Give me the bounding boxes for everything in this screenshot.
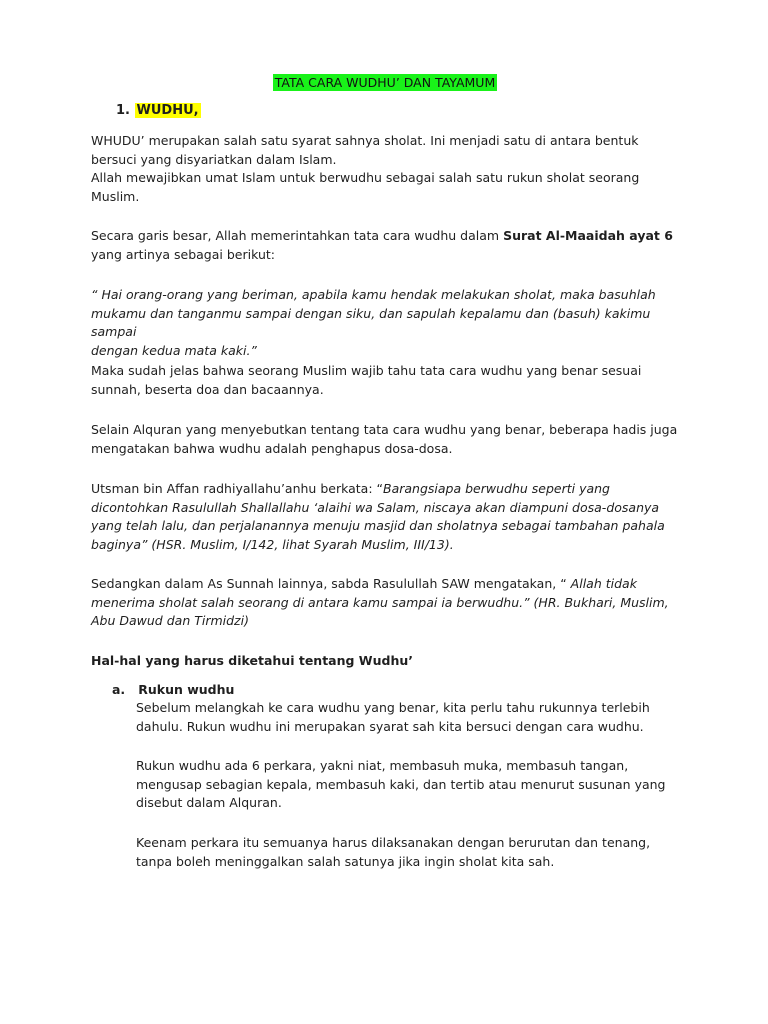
text-line: Rukun wudhu ada 6 perkara, yakni niat, membasuh muka, membasuh tangan, [136,758,629,773]
text-line: dicontohkan Rasulullah Shallallahu ‘alaihi wa Salam, niscaya akan diampuni dosa-dosanya [91,499,660,515]
paragraph-conclusion [91,362,691,399]
text-line: Muslim. [91,188,140,204]
section-label: WUDHU, [136,103,199,118]
text-line: mengatakan bahwa wudhu adalah penghapus dosa-dosa. [91,440,453,456]
paragraph-surat [91,227,691,264]
rukun-paragraph-3 [136,834,696,871]
paragraph-sunnah [91,575,691,631]
document-title: TATA CARA WUDHU’ DAN TAYAMUM [274,75,496,90]
text-line: menerima sholat salah seorang di antara kamu sampai ia berwudhu.” (HR. Bukhari, Muslim, [91,594,669,610]
rukun-paragraph-2 [136,757,696,813]
subsection-heading: Hal-hal yang harus diketahui tentang Wudhu’ [91,653,413,668]
list-marker: a. [112,682,126,697]
text-line: sunnah, beserta doa dan bacaannya. [91,381,324,397]
text-line: Keenam perkara itu semuanya harus dilaksanakan dengan berurutan dan tenang, [136,835,651,850]
quote-ayat [91,286,691,360]
text-line: Abu Dawud dan Tirmidzi) [91,613,249,628]
list-item-label: Rukun wudhu [138,682,235,697]
text-line: dahulu. Rukun wudhu ini merupakan syarat sah kita bersuci dengan cara wudhu. [136,718,644,734]
paragraph-intro [91,132,691,206]
text-run: Sedangkan dalam As Sunnah lainnya, sabda Rasulullah SAW mengatakan, “ [91,576,571,591]
text-line: bersuci yang disyariatkan dalam Islam. [91,151,337,167]
text-line [91,575,691,594]
text-run: Secara garis besar, Allah memerintahkan tata cara wudhu dalam [91,228,504,243]
text-line: mengusap sebagian kepala, membasuh kaki, dan tertib atau menurut susunan yang [136,776,666,792]
text-line: “ Hai orang-orang yang beriman, apabila kamu hendak melakukan sholat, maka basuhlah [91,287,656,302]
text-line: dengan kedua mata kaki.” [91,342,257,358]
paragraph-utsman [91,480,691,554]
text-line [91,480,691,499]
text-run-italic: Barangsiapa berwudhu seperti yang [383,481,610,496]
rukun-paragraph-1 [136,699,696,736]
text-run: Utsman bin Affan radhiyallahu’anhu berkata: “ [91,481,383,496]
text-line: Allah mewajibkan umat Islam untuk berwudhu sebagai salah satu rukun sholat seorang [91,170,640,185]
section-heading-wudhu [116,102,201,120]
text-line: disebut dalam Alquran. [136,795,282,810]
list-item-a-heading [112,681,234,700]
title-wrap [0,74,768,93]
surat-reference: Surat Al-Maaidah ayat 6 [503,228,673,243]
section-number: 1. [116,103,130,118]
text-line: yang artinya sebagai berikut: [91,246,275,262]
text-line: WHUDU’ merupakan salah satu syarat sahnya sholat. Ini menjadi satu di antara bentuk [91,133,639,148]
text-line: tanpa boleh meninggalkan salah satunya jika ingin sholat kita sah. [136,853,555,869]
text-line: Sebelum melangkah ke cara wudhu yang benar, kita perlu tahu rukunnya terlebih [136,700,650,715]
text-line: yang telah lalu, dan perjalanannya menuju masjid dan sholatnya sebagai tambahan pahala [91,518,665,533]
text-line: Maka sudah jelas bahwa seorang Muslim wajib tahu tata cara wudhu yang benar sesuai [91,363,642,378]
text-line: mukamu dan tanganmu sampai dengan siku, dan sapulah kepalamu dan (basuh) kakimu sampai [91,305,651,339]
text-line: Selain Alquran yang menyebutkan tentang tata cara wudhu yang benar, beberapa hadis juga [91,422,678,437]
text-line [91,227,691,246]
paragraph-hadis [91,421,691,458]
text-run-italic: Allah tidak [570,576,637,591]
text-line: baginya” (HSR. Muslim, I/142, lihat Syarah Muslim, III/13). [91,536,454,552]
